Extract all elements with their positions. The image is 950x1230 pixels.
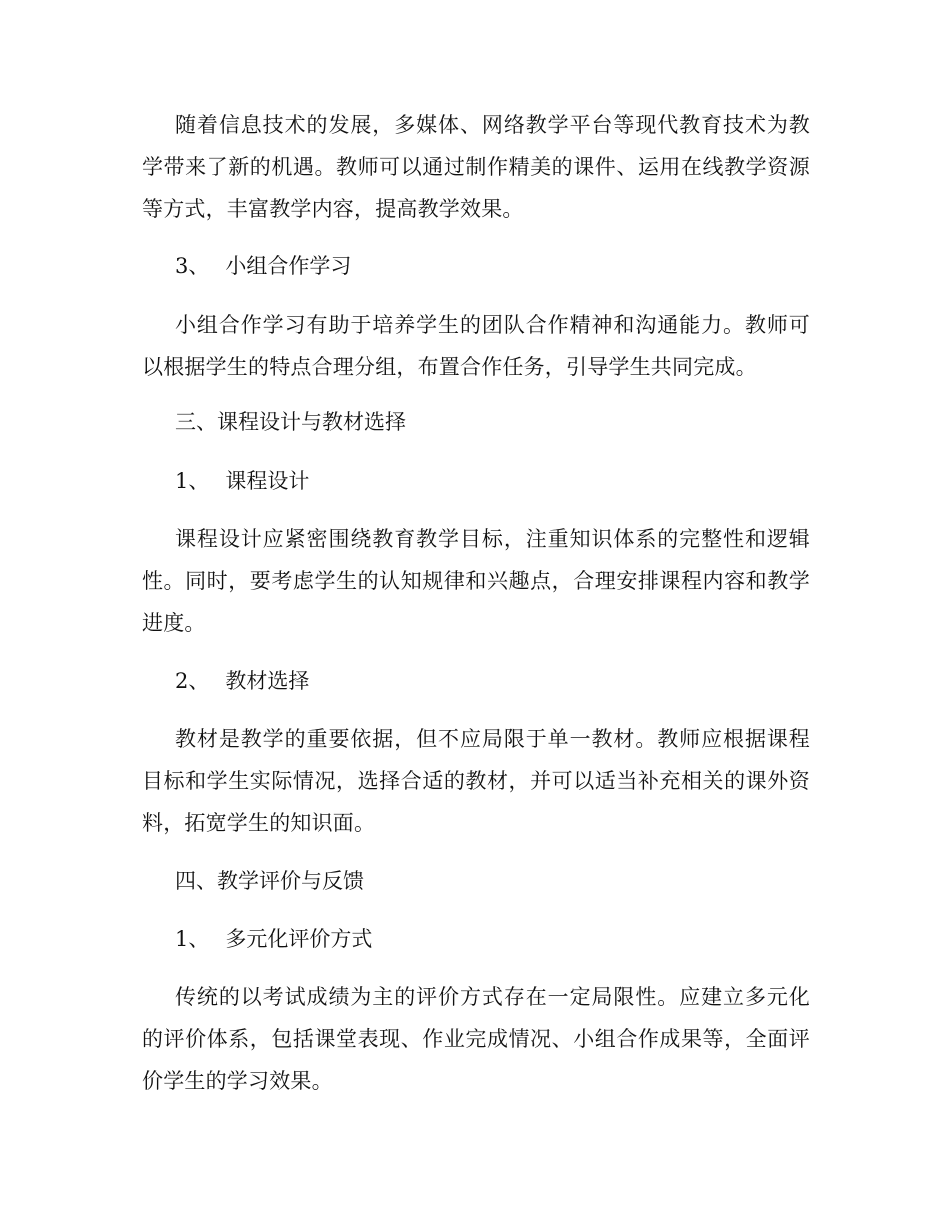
heading-diverse-evaluation [175, 918, 372, 960]
paragraph-material-selection: 教材是教学的重要依据，但不应局限于单一教材。教师应根据课程目标和学生实际情况，选择合适的教材，并可以适当补充相关的课外资料，拓宽学生的知识面。 [142, 727, 810, 835]
paragraph-course-design: 课程设计应紧密围绕教育教学目标，注重知识体系的完整性和逻辑性。同时，要考虑学生的认知规律和兴趣点，合理安排课程内容和教学进度。 [142, 527, 810, 635]
paragraph-modern-tech: 随着信息技术的发展，多媒体、网络教学平台等现代教育技术为教学带来了新的机遇。教师可以通过制作精美的课件、运用在线教学资源等方式，丰富教学内容，提高教学效果。 [142, 113, 810, 221]
heading-text: 课程设计 [225, 469, 310, 493]
section-heading-course-design: 三、课程设计与教材选择 [175, 410, 406, 434]
paragraph-group-learning: 小组合作学习有助于培养学生的团队合作精神和沟通能力。教师可以根据学生的特点合理分组，布置合作任务，引导学生共同完成。 [142, 313, 810, 379]
heading-text: 教材选择 [225, 669, 310, 693]
heading-material-selection [175, 660, 309, 702]
heading-number: 1、 [175, 927, 210, 951]
heading-group-learning [175, 245, 351, 287]
heading-number: 3、 [175, 254, 210, 278]
section-heading-evaluation: 四、教学评价与反馈 [175, 869, 364, 893]
heading-text: 小组合作学习 [225, 254, 352, 278]
heading-number: 2、 [175, 669, 210, 693]
heading-course-design [175, 460, 309, 502]
heading-text: 多元化评价方式 [225, 927, 373, 951]
paragraph-diverse-evaluation: 传统的以考试成绩为主的评价方式存在一定局限性。应建立多元化的评价体系，包括课堂表现、作业完成情况、小组合作成果等，全面评价学生的学习效果。 [142, 985, 810, 1093]
heading-number: 1、 [175, 469, 210, 493]
